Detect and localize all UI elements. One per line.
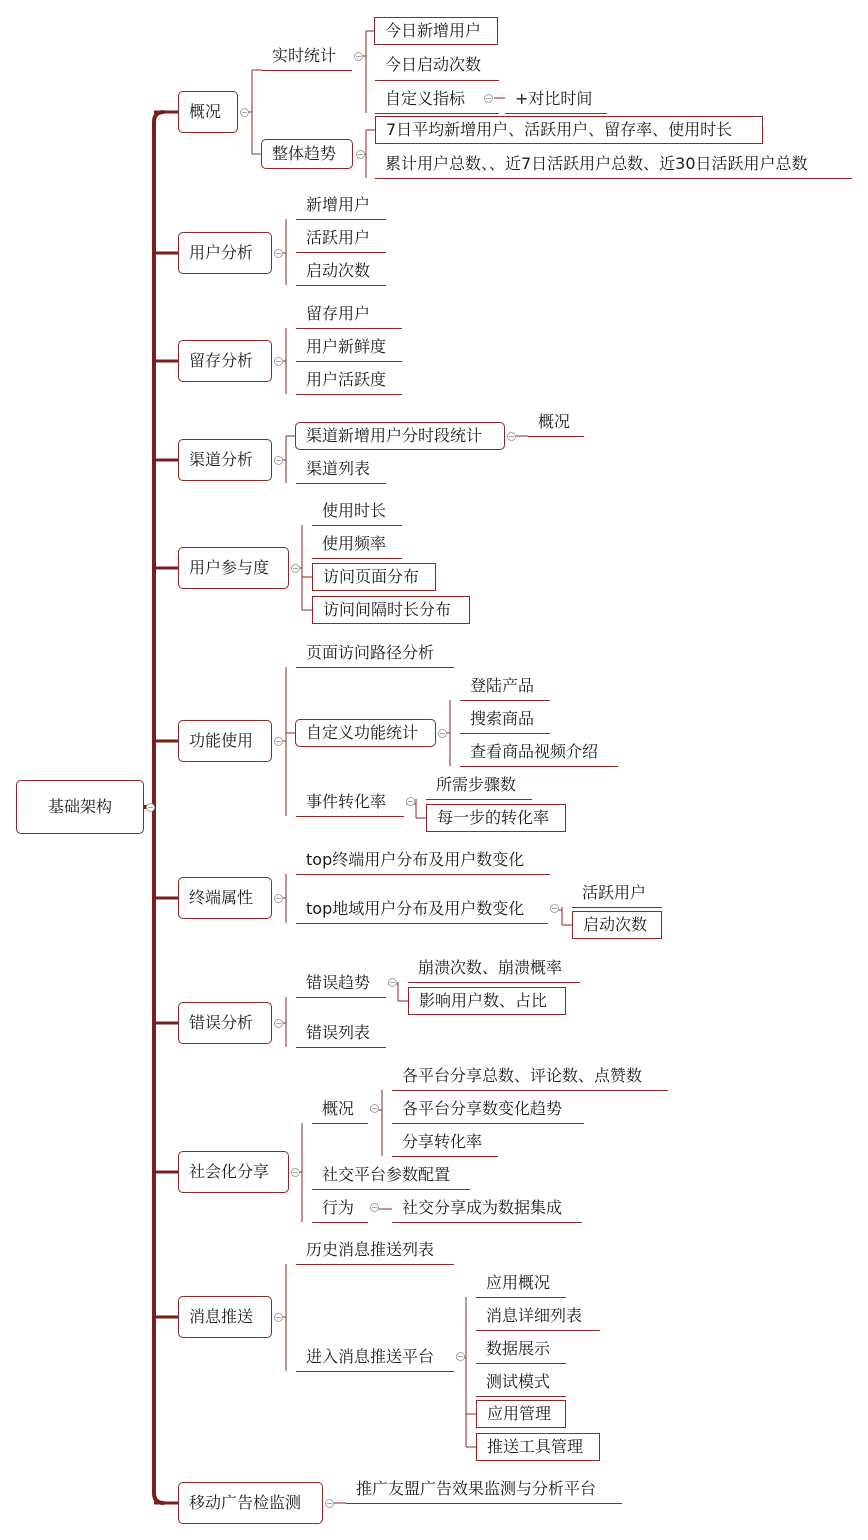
channel-hourly-overview[interactable]: 概况 xyxy=(528,409,584,437)
collapse-toggle-icon[interactable] xyxy=(146,803,155,812)
channel-list[interactable]: 渠道列表 xyxy=(296,456,386,484)
trend-affected-users[interactable]: 影响用户数、占比 xyxy=(408,987,566,1015)
branch-user-analysis[interactable]: 用户分析 xyxy=(178,232,272,274)
user-launches[interactable]: 启动次数 xyxy=(296,258,386,286)
engagement-frequency[interactable]: 使用频率 xyxy=(312,531,402,559)
push-enter-platform[interactable]: 进入消息推送平台 xyxy=(296,1344,454,1372)
errors-trend[interactable]: 错误趋势 xyxy=(296,970,386,998)
errors-list[interactable]: 错误列表 xyxy=(296,1020,386,1048)
overview-realtime[interactable]: 实时统计 xyxy=(262,44,352,71)
collapse-toggle-icon[interactable] xyxy=(370,1104,379,1113)
branch-ads[interactable]: 移动广告检监测 xyxy=(178,1482,323,1524)
collapse-toggle-icon[interactable] xyxy=(325,1499,334,1508)
push-history-list[interactable]: 历史消息推送列表 xyxy=(296,1237,454,1265)
retention-users[interactable]: 留存用户 xyxy=(296,301,402,329)
platform-test-mode[interactable]: 测试模式 xyxy=(476,1369,566,1397)
platform-app-management[interactable]: 应用管理 xyxy=(476,1400,566,1428)
branch-channel[interactable]: 渠道分析 xyxy=(178,439,272,481)
platform-data-display[interactable]: 数据展示 xyxy=(476,1336,566,1364)
ads-umeng-platform[interactable]: 推广友盟广告效果监测与分析平台 xyxy=(346,1476,622,1504)
custom-compare-time[interactable]: +对比时间 xyxy=(505,86,607,114)
branch-terminal[interactable]: 终端属性 xyxy=(178,877,272,919)
engagement-page-distribution[interactable]: 访问页面分布 xyxy=(312,563,436,591)
engagement-interval-distribution[interactable]: 访问间隔时长分布 xyxy=(312,596,470,624)
feature-path-analysis[interactable]: 页面访问路径分析 xyxy=(296,640,454,668)
collapse-toggle-icon[interactable] xyxy=(406,797,415,806)
branch-engagement[interactable]: 用户参与度 xyxy=(178,547,289,589)
retention-freshness[interactable]: 用户新鲜度 xyxy=(296,334,402,362)
collapse-toggle-icon[interactable] xyxy=(274,1019,283,1028)
user-active[interactable]: 活跃用户 xyxy=(296,225,386,253)
channel-hourly-new-users[interactable]: 渠道新增用户分时段统计 xyxy=(295,422,505,450)
feature-conversion[interactable]: 事件转化率 xyxy=(296,789,404,817)
social-share-totals[interactable]: 各平台分享总数、评论数、点赞数 xyxy=(392,1063,668,1091)
branch-social[interactable]: 社会化分享 xyxy=(178,1151,289,1193)
terminal-top-region[interactable]: top地域用户分布及用户数变化 xyxy=(296,896,548,924)
branch-push[interactable]: 消息推送 xyxy=(178,1296,272,1338)
collapse-toggle-icon[interactable] xyxy=(274,456,283,465)
platform-message-details[interactable]: 消息详细列表 xyxy=(476,1303,600,1331)
user-new[interactable]: 新增用户 xyxy=(296,192,386,220)
custom-login[interactable]: 登陆产品 xyxy=(460,673,550,701)
collapse-toggle-icon[interactable] xyxy=(291,1168,300,1177)
social-platform-config[interactable]: 社交平台参数配置 xyxy=(312,1162,470,1190)
social-behavior[interactable]: 行为 xyxy=(312,1195,368,1223)
collapse-toggle-icon[interactable] xyxy=(274,249,283,258)
collapse-toggle-icon[interactable] xyxy=(240,108,249,117)
social-share-trend[interactable]: 各平台分享数变化趋势 xyxy=(392,1096,584,1124)
root-node[interactable]: 基础架构 xyxy=(16,780,144,834)
collapse-toggle-icon[interactable] xyxy=(484,94,493,103)
collapse-toggle-icon[interactable] xyxy=(354,52,363,61)
branch-feature[interactable]: 功能使用 xyxy=(178,720,272,762)
collapse-toggle-icon[interactable] xyxy=(456,1352,465,1361)
platform-app-overview[interactable]: 应用概况 xyxy=(476,1270,566,1298)
collapse-toggle-icon[interactable] xyxy=(274,737,283,746)
realtime-custom-metric[interactable]: 自定义指标 xyxy=(375,86,499,114)
branch-errors[interactable]: 错误分析 xyxy=(178,1002,272,1044)
collapse-toggle-icon[interactable] xyxy=(507,432,516,441)
collapse-toggle-icon[interactable] xyxy=(291,564,300,573)
trend-cumulative-totals[interactable]: 累计用户总数、、近7日活跃用户总数、近30日活跃用户总数 xyxy=(375,151,852,179)
realtime-today-launches[interactable]: 今日启动次数 xyxy=(375,52,499,81)
connector xyxy=(154,112,164,1503)
branch-retention[interactable]: 留存分析 xyxy=(178,340,272,382)
conversion-per-step[interactable]: 每一步的转化率 xyxy=(426,804,566,832)
custom-video[interactable]: 查看商品视频介绍 xyxy=(460,739,618,767)
collapse-toggle-icon[interactable] xyxy=(274,357,283,366)
realtime-today-new-users[interactable]: 今日新增用户 xyxy=(374,17,498,45)
engagement-duration[interactable]: 使用时长 xyxy=(312,498,402,526)
social-overview[interactable]: 概况 xyxy=(312,1096,368,1124)
custom-search[interactable]: 搜索商品 xyxy=(460,706,550,734)
collapse-toggle-icon[interactable] xyxy=(438,729,447,738)
collapse-toggle-icon[interactable] xyxy=(356,150,365,159)
region-launches[interactable]: 启动次数 xyxy=(572,911,662,939)
trend-crash-count[interactable]: 崩溃次数、崩溃概率 xyxy=(408,955,580,983)
retention-activity[interactable]: 用户活跃度 xyxy=(296,367,402,395)
overview-trend[interactable]: 整体趋势 xyxy=(261,139,353,169)
branch-overview[interactable]: 概况 xyxy=(178,91,238,133)
trend-7day-average[interactable]: 7日平均新增用户、活跃用户、留存率、使用时长 xyxy=(375,116,763,144)
social-share-conversion[interactable]: 分享转化率 xyxy=(392,1129,498,1157)
conversion-steps[interactable]: 所需步骤数 xyxy=(426,772,532,800)
collapse-toggle-icon[interactable] xyxy=(388,978,397,987)
feature-custom-stats[interactable]: 自定义功能统计 xyxy=(295,719,436,747)
terminal-top-device[interactable]: top终端用户分布及用户数变化 xyxy=(296,847,550,875)
platform-push-tools[interactable]: 推送工具管理 xyxy=(476,1433,600,1461)
collapse-toggle-icon[interactable] xyxy=(274,1313,283,1322)
collapse-toggle-icon[interactable] xyxy=(370,1203,379,1212)
behavior-data-integration[interactable]: 社交分享成为数据集成 xyxy=(392,1195,582,1223)
collapse-toggle-icon[interactable] xyxy=(550,904,559,913)
region-active-users[interactable]: 活跃用户 xyxy=(572,880,662,908)
collapse-toggle-icon[interactable] xyxy=(274,894,283,903)
